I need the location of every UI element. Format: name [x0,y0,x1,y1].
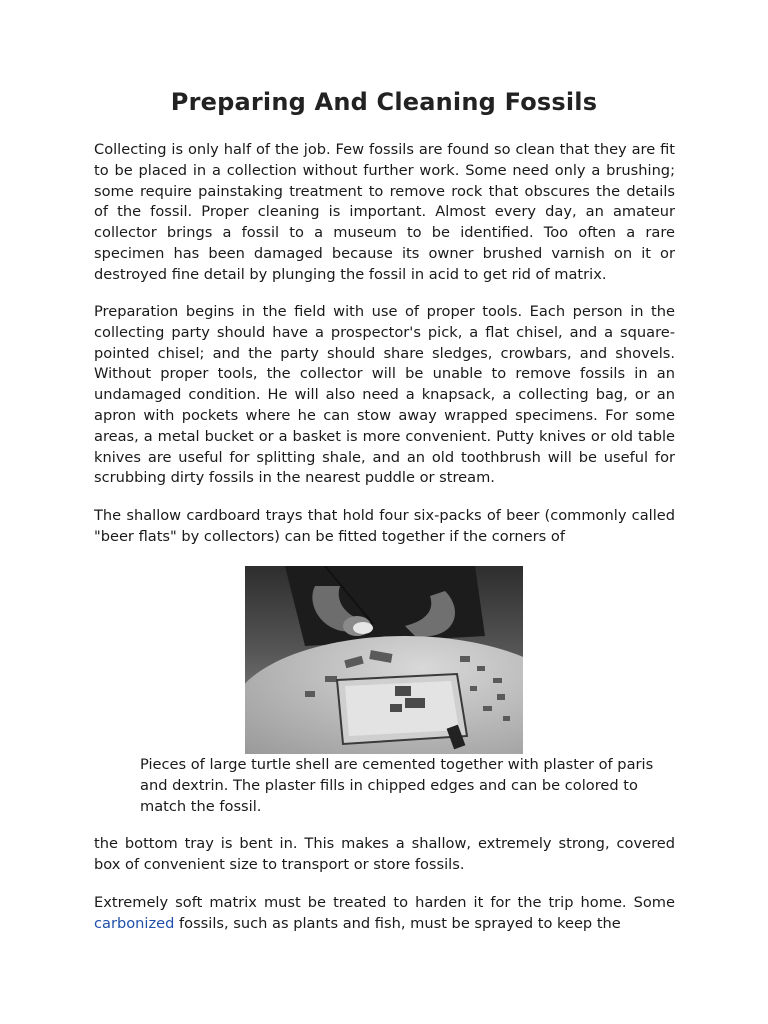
photo-illustration [245,566,523,754]
figure-caption: Pieces of large turtle shell are cemented together with plaster of paris and dextrin. The plaster fills in chipped edges and can be colored to match the fossil. [140,756,654,815]
paragraph-text-start: Extremely soft matrix must be treated to harden it for the trip home. Some [94,894,675,911]
paragraph-cardboard-trays: The shallow cardboard trays that hold four six-packs of beer (commonly called "beer flats" by collectors) can be fitted together if the corners of [94,507,675,545]
carbonized-link[interactable]: carbonized [94,914,175,932]
paragraph-soft-matrix [94,893,675,935]
fossil-preparation-photo [245,566,523,754]
paragraph-preparation: Preparation begins in the field with use of proper tools. Each person in the collecting party should have a prospector's pick, a flat chisel, and a square-pointed chisel; and the party should share sledges, crowbars, and shovels. Without proper tools, the collector will be unable to remove fossils in an undamaged condition. He will also need a knapsack, a collecting bag, or an apron with pockets where he can stow away wrapped specimens. For some areas, a metal bucket or a basket is more convenient. Putty knives or old table knives are useful for splitting shale, and an old toothbrush will be useful for scrubbing dirty fossils in the nearest puddle or stream. [94,303,675,487]
paragraph-bottom-tray: the bottom tray is bent in. This makes a shallow, extremely strong, covered box of convenient size to transport or store fossils. [94,835,675,873]
document-title: Preparing And Cleaning Fossils [170,88,598,116]
paragraph-text-end: fossils, such as plants and fish, must be sprayed to keep the [174,914,621,932]
paragraph-collecting: Collecting is only half of the job. Few fossils are found so clean that they are fit to be placed in a collection without further work. Some need only a brushing; some require painstaking treatment to remove rock that obscures the details of the fossil. Proper cleaning is important. Almost every day, an amateur collector brings a fossil to a museum to be identified. Too often a rare specimen has been damaged because its owner brushed varnish on it or destroyed fine detail by plunging the fossil in acid to get rid of matrix. [94,141,675,283]
